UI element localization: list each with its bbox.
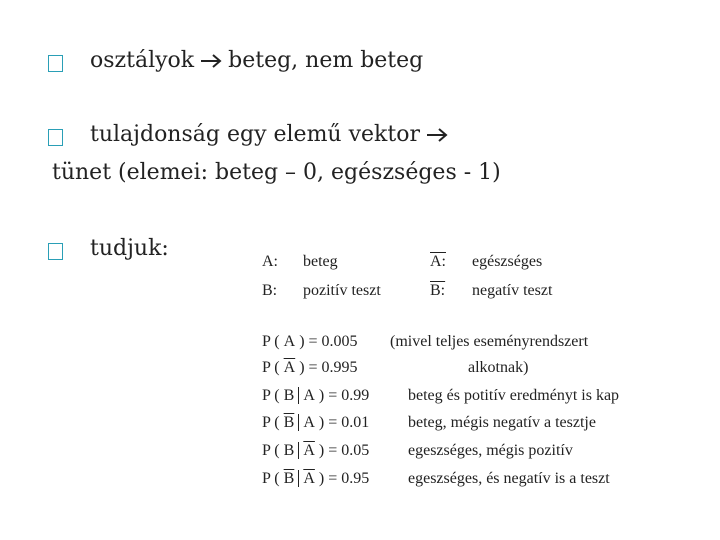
prob-variable: $\overline{A}$ [283, 359, 296, 376]
square-bullet-icon [48, 55, 63, 72]
probability-expression [262, 442, 369, 460]
bullet-1-text [90, 48, 423, 73]
prob-value: ) = 0.99 [318, 387, 370, 404]
def-a-value: beteg [303, 253, 338, 270]
bullet-3-text: tudjuk: [90, 236, 169, 261]
probability-note: (mivel teljes eseményrendszert [390, 333, 589, 350]
bullet-2-before: tulajdonság egy elemű vektor [90, 122, 420, 147]
bullet-1-after: beteg, nem beteg [228, 48, 424, 73]
square-bullet-icon [48, 243, 63, 260]
prob-prefix: P ( [262, 387, 280, 404]
prob-value: ) = 0.05 [318, 442, 370, 459]
probability-expression [262, 387, 369, 405]
prob-variable: $\overline{B}$ [283, 414, 295, 431]
def-b-neg-label: B: [430, 282, 446, 299]
prob-prefix: P ( [262, 442, 280, 459]
prob-variable: B [283, 442, 295, 459]
def-b-neg-value: negatív teszt [472, 282, 553, 299]
probability-note: beteg és potitív eredményt is kap [408, 387, 620, 404]
prob-variable: $\overline{B}$ [283, 470, 295, 487]
prob-value: ) = 0.95 [318, 470, 370, 487]
square-bullet-icon [48, 129, 63, 146]
prob-condition: A [298, 414, 315, 431]
prob-condition: $\overline{A}$ [298, 442, 315, 459]
prob-condition: A [298, 387, 315, 404]
def-b-value: pozitív teszt [303, 282, 381, 299]
prob-prefix: P ( [262, 359, 280, 376]
right-arrow-icon [200, 53, 222, 69]
probability-note: egeszséges, mégis pozitív [408, 442, 573, 459]
prob-value: ) = 0.995 [299, 359, 358, 376]
prob-condition: $\overline{A}$ [298, 470, 315, 487]
probability-expression [262, 414, 369, 432]
probability-expression [262, 470, 369, 488]
probability-note: egeszséges, és negatív is a teszt [408, 470, 610, 487]
prob-value: ) = 0.01 [318, 414, 370, 431]
bullet-1-before: osztályok [90, 48, 195, 73]
prob-variable: A [283, 333, 296, 350]
probability-note: beteg, mégis negatív a tesztje [408, 414, 596, 431]
right-arrow-icon [426, 127, 448, 143]
bullet-2-line1 [90, 122, 454, 147]
bullet-2-line2: tünet (elemei: beteg – 0, egészséges - 1) [52, 160, 501, 185]
prob-prefix: P ( [262, 333, 280, 350]
prob-variable: B [283, 387, 295, 404]
def-a-neg-value: egészséges [472, 253, 543, 270]
probability-expression [262, 333, 358, 351]
prob-prefix: P ( [262, 414, 280, 431]
def-a-neg-label: A: [430, 253, 446, 270]
probability-expression [262, 359, 358, 377]
def-a-label: A: [262, 253, 278, 270]
prob-prefix: P ( [262, 470, 280, 487]
prob-value: ) = 0.005 [299, 333, 358, 350]
def-b-label: B: [262, 282, 278, 299]
probability-note: alkotnak) [468, 359, 529, 376]
